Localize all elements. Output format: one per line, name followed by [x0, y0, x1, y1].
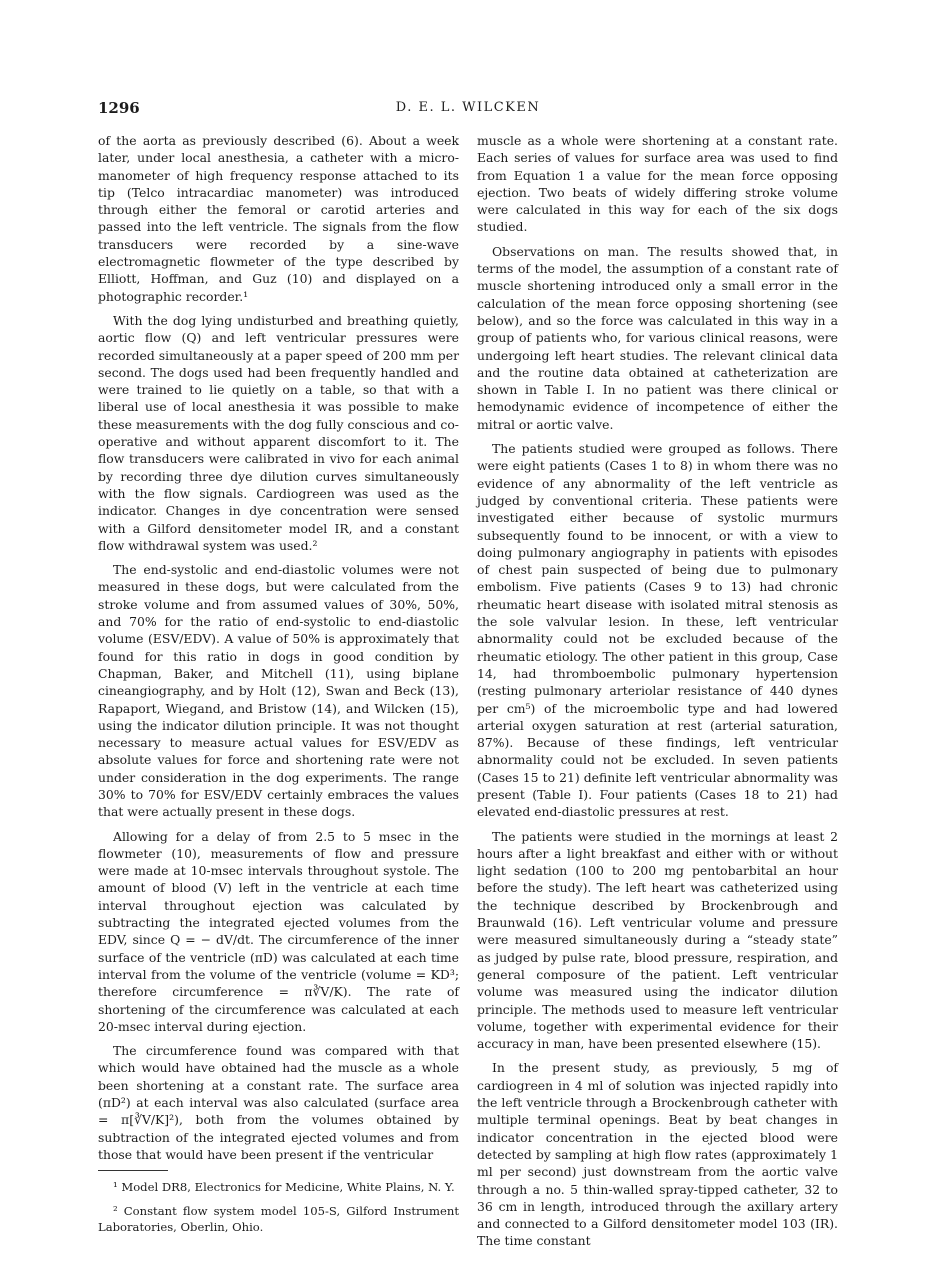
left-column — [98, 132, 459, 1243]
footnote: ¹ Model DR8, Electronics for Medicine, White Plains, N. Y. — [113, 1180, 455, 1195]
footnote: ² Constant flow system model 105-S, Gilford Instrument Laboratories, Oberlin, Ohio. — [98, 1203, 459, 1235]
paragraph: Allowing for a delay of from 2.5 to 5 msec in the flowmeter (10), measurements of flow and pressure were made at 10-msec intervals throughout systole. The amount of blood (V) left in the ventricle at each time interval throughout ejection was calculated by subtracting the integrated ejected volumes from the EDV, since Q = − dV/dt. The circumference of the inner surface of the ventricle (πD) was calculated at each time interval from the volume of the ventricle (volume = KD³; therefore circumference = π∛V/K). The rate of shortening of the circumference was calculated at each 20-msec interval during ejection. — [98, 828, 459, 1034]
paragraph: With the dog lying undisturbed and breathing quietly, aortic flow (Q) and left ventricular pressures were recorded simultaneously at a paper speed of 200 mm per second. The dogs used had been frequently handled and were trained to lie quietly on a table, so that with a liberal use of local anesthesia it was possible to make these measurements with the dog fully conscious and co-operative and without apparent discomfort to it. The flow transducers were calibrated in vivo for each animal by recording three dye dilution curves simultaneously with the flow signals. Cardiogreen was used as the indicator. Changes in dye concentration were sensed with a Gilford densitometer model IR, and a constant flow withdrawal system was used.² — [98, 312, 459, 553]
paragraph: Observations on man. The results showed that, in terms of the model, the assumption of a constant rate of muscle shortening introduced only a small error in the calculation of the mean force opposing shortening (see below), and so the force was calculated in this way in a group of patients who, for various clinical reasons, were undergoing left heart studies. The relevant clinical data and the routine data obtained at catheterization are shown in Table I. In no patient was there clinical or hemodynamic evidence of incompetence of either the mitral or aortic valve. — [477, 243, 838, 432]
running-head: D. E. L. WILCKEN — [395, 100, 541, 115]
footnote-rule — [98, 1170, 168, 1171]
right-column — [477, 132, 838, 1257]
paragraph: The end-systolic and end-diastolic volumes were not measured in these dogs, but were calculated from the stroke volume and from assumed values of 30%, 50%, and 70% for the ratio of end-systolic to end-diastolic volume (ESV/EDV). A value of 50% is approximately that found for this ratio in dogs in good condition by Chapman, Baker, and Mitchell (11), using biplane cineangiography, and by Holt (12), Swan and Beck (13), Rapaport, Wiegand, and Bristow (14), and Wilcken (15), using the indicator dilution principle. It was not thought necessary to measure actual values for ESV/EDV as absolute values for force and shortening rate were not under consideration in the dog experiments. The range 30% to 70% for ESV/EDV certainly embraces the values that were actually present in these dogs. — [98, 562, 459, 820]
paragraph: The circumference found was compared with that which would have obtained had the muscle as a whole been shortening at a constant rate. The surface area (πD²) at each interval was also calculated (surface area = π[∛V/K]²), both from the volumes obtained by subtraction of the integrated ejected volumes and from those that would have been present if the ventricular — [98, 1043, 459, 1162]
paragraph: muscle as a whole were shortening at a constant rate. Each series of values for surface area was used to find from Equation 1 a value for the mean force opposing ejection. Two beats of widely differing stroke volume were calculated in this way for each of the six dogs studied. — [477, 133, 838, 235]
paragraph: The patients studied were grouped as follows. There were eight patients (Cases 1 to 8) in whom there was no evidence of any abnormality of the left ventricle as judged by conventional criteria. These patients were investigated either because of systolic murmurs subsequently found to be innocent, or with a view to doing pulmonary angiography in patients with episodes of chest pain suspected of being due to pulmonary embolism. Five patients (Cases 9 to 13) had chronic rheumatic heart disease with isolated mitral stenosis as the sole valvular lesion. In these, left ventricular abnormality could not be excluded because of the rheumatic etiology. The other patient in this group, Case 14, had thromboembolic pulmonary hypertension (resting pulmonary arteriolar resistance of 440 dynes per cm⁵) of the microembolic type and had lowered arterial oxygen saturation at rest (arterial saturation, 87%). Because of these findings, left ventricular abnormality could not be excluded. In seven patients (Cases 15 to 21) definite left ventricular abnormality was present (Table I). Four patients (Cases 18 to 21) had elevated end-diastolic pressures at rest. — [477, 441, 838, 820]
page-number: 1296 — [98, 99, 140, 117]
paragraph: of the aorta as previously described (6). About a week later, under local anesthesia, a catheter with a micro-manometer of high frequency response attached to its tip (Telco intracardiac manometer) was introduced through either the femoral or carotid arteries and passed into the left ventricle. The signals from the flow transducers were recorded by a sine-wave electromagnetic flowmeter of the type described by Elliott, Hoffman, and Guz (10) and displayed on a photographic recorder.¹ — [98, 133, 459, 304]
paragraph: The patients were studied in the mornings at least 2 hours after a light breakfast and either with or without light sedation (100 to 200 mg pentobarbital an hour before the study). The left heart was catheterized using the technique described by Brockenbrough and Braunwald (16). Left ventricular volume and pressure were measured simultaneously during a “steady state” as judged by pulse rate, blood pressure, respiration, and general composure of the patient. Left ventricular volume was measured using the indicator dilution principle. The methods used to measure left ventricular volume, together with experimental evidence for their accuracy in man, have been presented elsewhere (15). — [477, 828, 838, 1052]
paragraph: In the present study, as previously, 5 mg of cardiogreen in 4 ml of solution was injected rapidly into the left ventricle through a Brockenbrough catheter with multiple terminal openings. Beat by beat changes in indicator concentration in the ejected blood were detected by sampling at high flow rates (approximately 1 ml per second) just downstream from the aortic valve through a no. 5 thin-walled spray-tipped catheter, 32 to 36 cm in length, introduced through the axillary artery and connected to a Gilford densitometer model 103 (IR). The time constant — [477, 1060, 838, 1249]
